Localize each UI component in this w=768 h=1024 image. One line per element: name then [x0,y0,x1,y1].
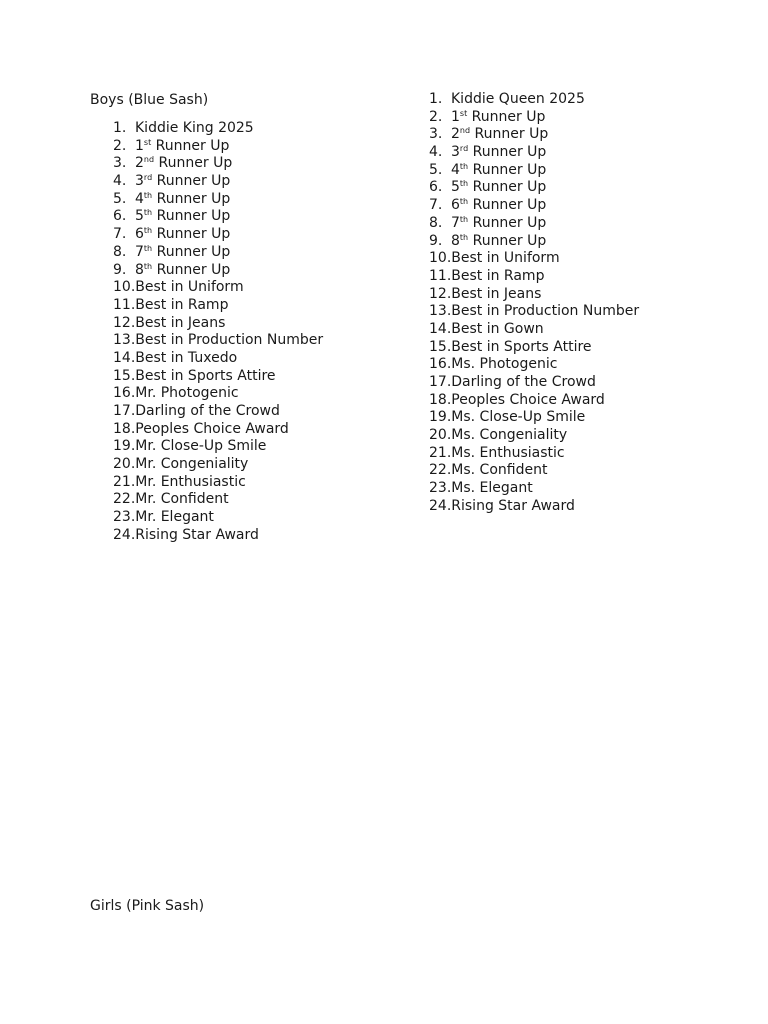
award-label: Best in Production Number [451,303,640,320]
award-item [113,403,323,421]
award-item [113,509,323,527]
award-label [451,215,546,231]
ordinal-suffix: st [143,137,152,147]
award-number: 18. [113,420,136,437]
award-item [429,480,639,498]
award-label: Kiddie King 2025 [135,120,254,136]
award-number: 21. [429,444,452,461]
award-item [429,427,639,445]
award-number: 14. [429,320,452,337]
rank-title: Runner Up [468,179,547,196]
award-number: 7. [113,226,127,243]
award-label: Best in Uniform [451,250,560,267]
award-label: Best in Sports Attire [135,367,276,384]
ordinal-suffix: th [143,261,153,271]
award-label: Peoples Choice Award [135,420,289,437]
rank-number: 4 [451,161,460,178]
award-label: Best in Tuxedo [135,349,238,366]
award-item [429,498,639,516]
rank-title: Runner Up [154,155,233,172]
rank-title: Runner Up [468,144,547,161]
award-label: Rising Star Award [451,497,575,514]
rank-number: 1 [135,137,144,154]
rank-title: Runner Up [470,126,549,143]
award-number: 12. [429,285,452,302]
award-item [429,126,639,144]
award-number: 14. [113,349,136,366]
award-number: 9. [113,261,127,278]
award-label: Kiddie Queen 2025 [451,91,585,107]
award-number: 16. [429,356,452,373]
award-number: 20. [113,456,136,473]
rank-title: Runner Up [152,208,231,225]
rank-title: Runner Up [468,214,547,231]
award-item [113,474,323,492]
award-label: Best in Ramp [135,296,229,313]
ordinal-suffix: th [459,232,469,242]
award-number: 17. [113,403,136,419]
award-item [113,138,323,156]
rank-number: 3 [451,144,460,161]
rank-number: 5 [451,179,460,196]
ordinal-suffix: th [143,243,153,253]
award-label: Ms. Close-Up Smile [451,409,586,426]
rank-title: Runner Up [468,232,547,249]
rank-number: 2 [135,155,144,172]
rank-number: 8 [135,261,144,278]
award-item [429,91,639,109]
award-item [113,244,323,262]
award-item [113,262,323,280]
award-number: 1. [429,91,443,107]
award-label: Ms. Enthusiastic [451,444,565,461]
award-label [451,197,546,213]
award-item [113,385,323,403]
ordinal-suffix: th [459,197,469,207]
ordinal-suffix: th [459,179,469,189]
award-label: Darling of the Crowd [451,374,596,390]
award-number: 24. [429,497,452,514]
award-number: 19. [113,438,136,455]
rank-title: Runner Up [151,137,230,154]
award-label: Mr. Close-Up Smile [135,438,267,455]
award-item [113,368,323,386]
award-item [113,315,323,333]
award-label [135,244,230,260]
award-number: 12. [113,314,136,331]
award-item [113,527,323,545]
award-label: Best in Jeans [451,285,542,302]
award-item [429,197,639,215]
award-number: 15. [429,338,452,355]
award-item [113,350,323,368]
rank-title: Runner Up [152,261,231,278]
award-label: Rising Star Award [135,526,259,543]
award-item [113,438,323,456]
award-item [429,321,639,339]
award-label: Best in Ramp [451,267,545,284]
award-label [451,126,548,142]
award-number: 6. [429,179,443,196]
rank-number: 5 [135,208,144,225]
rank-number: 4 [135,190,144,207]
award-number: 22. [429,462,452,479]
award-number: 24. [113,526,136,543]
award-item [429,109,639,127]
award-item [113,491,323,509]
award-number: 10. [113,279,136,296]
award-item [429,233,639,251]
award-item [113,173,323,191]
award-label: Ms. Congeniality [451,427,568,444]
rank-title: Runner Up [152,173,231,190]
award-label: Ms. Photogenic [451,356,558,373]
award-label [451,179,546,195]
rank-title: Runner Up [468,161,547,178]
rank-title: Runner Up [152,226,231,243]
ordinal-suffix: nd [459,126,471,136]
award-label: Ms. Elegant [451,480,533,497]
award-number: 8. [429,214,443,231]
award-label [451,109,545,125]
award-label: Best in Production Number [135,332,324,349]
award-item [429,356,639,374]
award-item [429,445,639,463]
rank-title: Runner Up [152,243,231,260]
award-label: Ms. Confident [451,462,548,479]
award-item [429,215,639,233]
award-number: 4. [113,173,127,190]
rank-title: Runner Up [467,108,546,125]
award-number: 6. [113,208,127,225]
award-label [135,173,230,189]
award-item [113,226,323,244]
award-label [451,233,546,249]
award-number: 3. [429,126,443,143]
award-item [429,392,639,410]
award-item [429,374,639,392]
award-number: 5. [429,161,443,178]
award-number: 7. [429,197,443,214]
award-label: Mr. Enthusiastic [135,473,246,490]
award-number: 15. [113,367,136,384]
award-label: Best in Jeans [135,314,226,331]
award-item [113,421,323,439]
rank-number: 7 [135,243,144,260]
award-number: 16. [113,385,136,402]
award-number: 19. [429,409,452,426]
award-number: 5. [113,190,127,207]
award-label: Darling of the Crowd [135,403,280,419]
award-item [429,303,639,321]
girls-award-list [429,91,639,516]
rank-number: 7 [451,214,460,231]
award-label [135,262,230,278]
award-item [113,279,323,297]
award-item [113,191,323,209]
award-number: 2. [429,108,443,125]
award-number: 3. [113,155,127,172]
award-label: Mr. Photogenic [135,385,239,402]
ordinal-suffix: th [459,214,469,224]
award-label: Mr. Confident [135,491,229,508]
award-number: 4. [429,144,443,161]
rank-number: 3 [135,173,144,190]
ordinal-suffix: th [143,226,153,236]
rank-title: Runner Up [152,190,231,207]
award-number: 23. [113,509,136,526]
award-label [135,208,230,224]
award-item [113,120,323,138]
rank-number: 2 [451,126,460,143]
award-label: Peoples Choice Award [451,391,605,408]
award-number: 11. [113,296,136,313]
award-label [451,162,546,178]
ordinal-suffix: st [459,108,468,118]
award-number: 8. [113,243,127,260]
ordinal-suffix: rd [143,173,153,183]
award-label [135,138,229,154]
award-number: 9. [429,232,443,249]
award-number: 21. [113,473,136,490]
award-item [429,179,639,197]
award-number: 18. [429,391,452,408]
award-number: 11. [429,267,452,284]
award-label [135,226,230,242]
rank-number: 8 [451,232,460,249]
ordinal-suffix: th [459,161,469,171]
award-label [135,191,230,207]
award-label: Best in Uniform [135,279,244,296]
award-item [429,268,639,286]
rank-number: 1 [451,108,460,125]
award-item [113,332,323,350]
award-item [429,462,639,480]
award-number: 2. [113,137,127,154]
award-item [429,409,639,427]
ordinal-suffix: th [143,208,153,218]
award-item [429,162,639,180]
girls-section-heading: Girls (Pink Sash) [90,898,205,914]
rank-title: Runner Up [468,197,547,214]
award-item [113,208,323,226]
boys-section-heading: Boys (Blue Sash) [90,92,209,108]
award-number: 13. [429,303,452,320]
ordinal-suffix: rd [459,144,469,154]
award-item [429,286,639,304]
award-label: Best in Gown [451,320,544,337]
award-number: 22. [113,491,136,508]
award-item [113,155,323,173]
award-number: 20. [429,427,452,444]
award-item [113,297,323,315]
ordinal-suffix: th [143,190,153,200]
award-label [135,155,232,171]
award-number: 10. [429,250,452,267]
award-item [429,339,639,357]
award-number: 1. [113,120,127,136]
award-label [451,144,546,160]
ordinal-suffix: nd [143,155,155,165]
rank-number: 6 [135,226,144,243]
award-number: 17. [429,374,452,390]
award-label: Mr. Elegant [135,509,214,526]
rank-number: 6 [451,197,460,214]
award-item [429,144,639,162]
award-label: Mr. Congeniality [135,456,249,473]
award-item [113,456,323,474]
award-label: Best in Sports Attire [451,338,592,355]
award-item [429,250,639,268]
award-number: 23. [429,480,452,497]
boys-award-list [113,120,323,545]
award-number: 13. [113,332,136,349]
